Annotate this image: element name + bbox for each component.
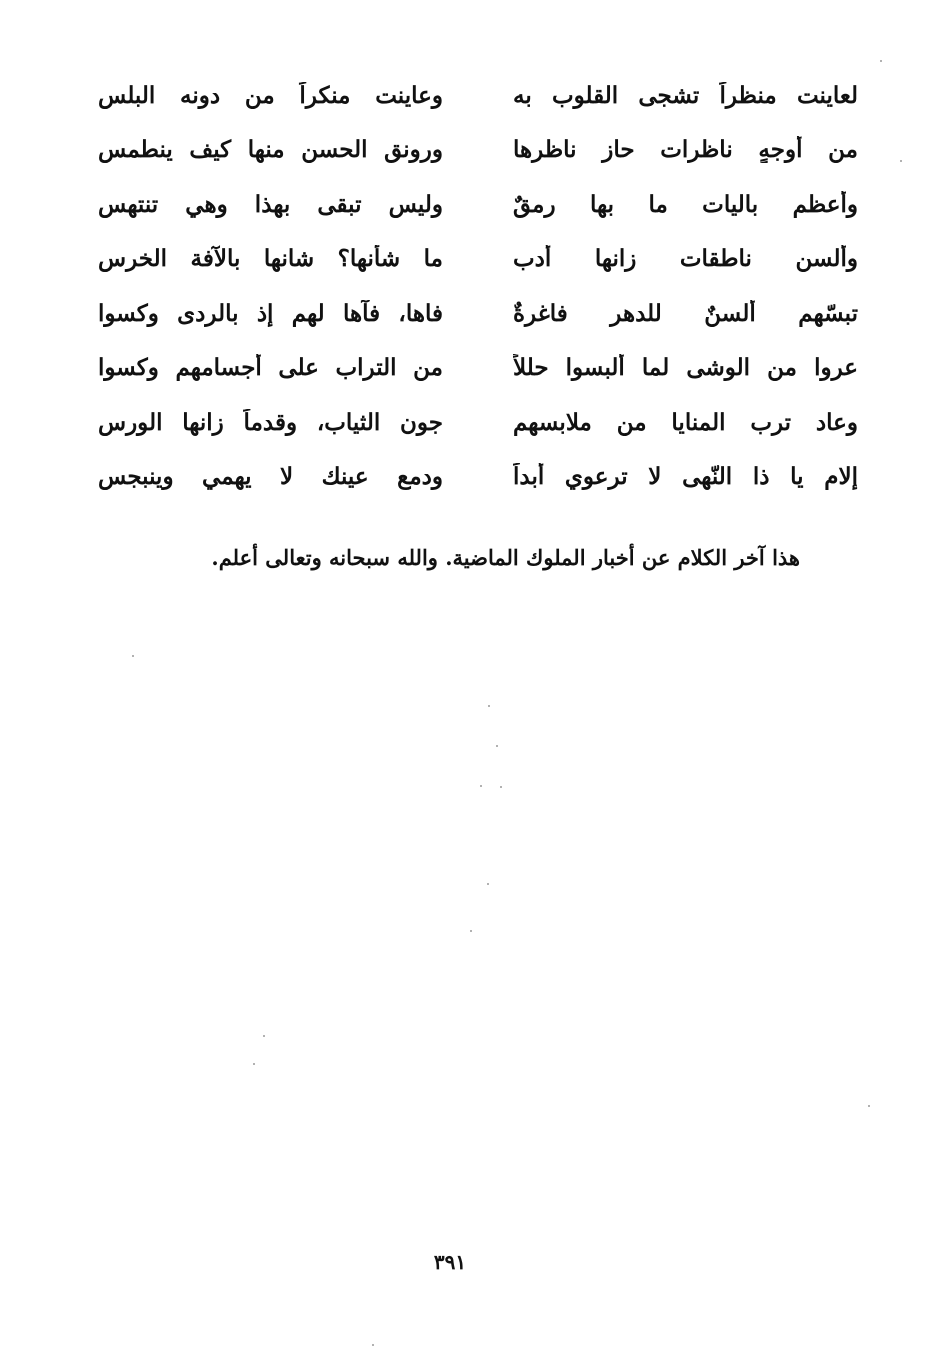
- verse-3: [98, 177, 858, 232]
- scan-speck: [253, 1063, 255, 1065]
- verse-8: [98, 450, 858, 505]
- page-number: ٣٩١: [433, 1250, 467, 1274]
- verse-1-first-hemistich: لعاينت منظراً تشجى القلوب به: [513, 81, 858, 109]
- scan-speck: [900, 160, 902, 162]
- verse-7-first-hemistich: وعاد ترب المنايا من ملابسهم: [513, 408, 858, 436]
- scan-speck: [487, 883, 489, 885]
- verse-7: [98, 395, 858, 450]
- closing-sentence: هذا آخر الكلام عن أخبار الملوك الماضية. والله سبحانه وتعالى أعلم.: [211, 545, 800, 570]
- verse-2-first-hemistich: من أوجهٍ ناظرات حاز ناظرها: [513, 136, 858, 164]
- verse-8-first-hemistich: إلام يا ذا النّهى لا ترعوي أبداً: [513, 463, 858, 491]
- verse-7-second-hemistich: جون الثياب، وقدماً زانها الورس: [98, 408, 443, 436]
- verse-1-second-hemistich: وعاينت منكراً من دونه البلس: [98, 81, 443, 109]
- scan-speck: [480, 785, 482, 787]
- verse-4-second-hemistich: ما شأنها؟ شانها بالآفة الخرس: [98, 245, 443, 273]
- verse-4-first-hemistich: وألسنٍ ناطقات زانها أدب: [513, 245, 858, 273]
- scan-speck: [496, 745, 498, 747]
- verse-3-first-hemistich: وأعظمٍ باليات ما بها رمقٌ: [513, 190, 858, 218]
- scan-speck: [880, 60, 882, 62]
- scan-speck: [868, 1105, 870, 1107]
- verse-5-first-hemistich: تبسّهم ألسنٌ للدهر فاغرةٌ: [513, 299, 858, 327]
- poem: [98, 68, 858, 504]
- verse-6: [98, 341, 858, 396]
- scan-speck: [263, 1035, 265, 1037]
- scan-speck: [500, 786, 502, 788]
- verse-3-second-hemistich: وليس تبقى بهذا وهي تنتهس: [98, 190, 443, 218]
- verse-1: [98, 68, 858, 123]
- scan-speck: [470, 930, 472, 932]
- verse-2: [98, 123, 858, 178]
- verse-8-second-hemistich: ودمع عينك لا يهمي وينبجس: [98, 463, 443, 491]
- scan-speck: [372, 1344, 374, 1346]
- scan-speck: [488, 705, 490, 707]
- verse-2-second-hemistich: ورونق الحسن منها كيف ينطمس: [98, 136, 443, 164]
- verse-6-second-hemistich: من التراب على أجسامهم وكسوا: [98, 354, 443, 382]
- verse-5: [98, 286, 858, 341]
- verse-4: [98, 232, 858, 287]
- scan-speck: [132, 655, 134, 657]
- verse-5-second-hemistich: فاها، فآها لهم إذ بالردى وكسوا: [98, 299, 443, 327]
- verse-6-first-hemistich: عروا من الوشى لما ألبسوا حللاً: [513, 354, 858, 382]
